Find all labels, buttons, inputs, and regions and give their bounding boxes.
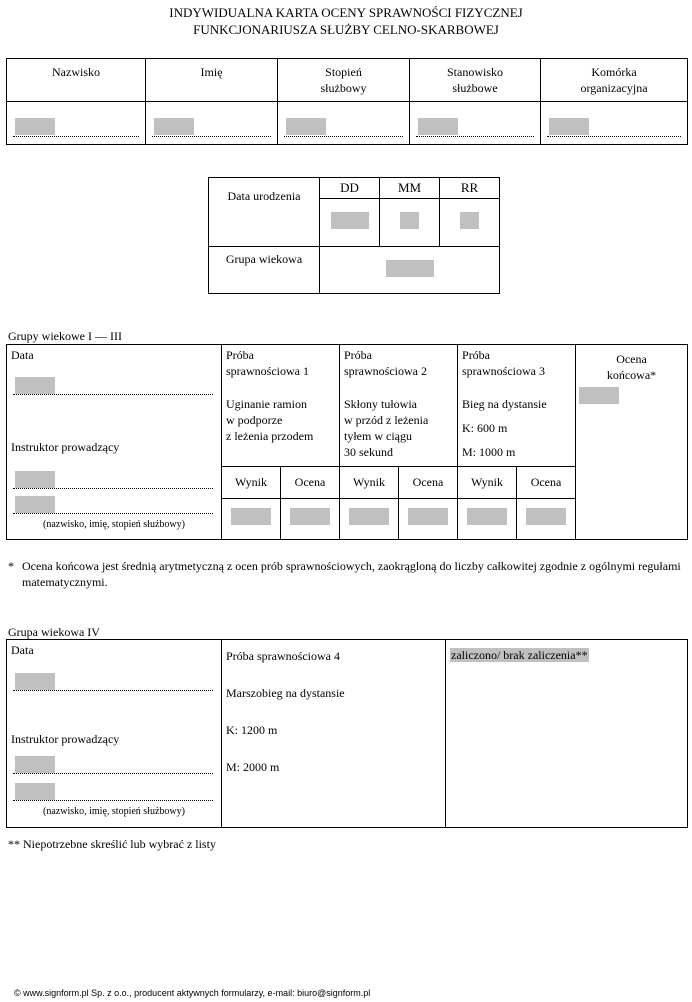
group-4-instructor-field-2[interactable] bbox=[15, 783, 55, 800]
age-group-field[interactable] bbox=[386, 260, 434, 277]
test-3-grade-field[interactable] bbox=[526, 508, 566, 525]
final-grade-cell: Ocena końcowa* bbox=[576, 345, 688, 540]
test-2-result-field[interactable] bbox=[349, 508, 389, 525]
group-4-date-line bbox=[13, 690, 213, 691]
footnote-1-mark: * bbox=[8, 559, 14, 573]
instructor-field-1[interactable] bbox=[15, 471, 55, 488]
mm-header: MM bbox=[380, 178, 440, 199]
age-group-label-cell: Grupa wiekowa bbox=[209, 247, 320, 294]
test-2-description: Próba sprawnościowa 2 Skłony tułowia w przód z leżenia tyłem w ciągu 30 sekund bbox=[340, 345, 458, 467]
group-4-date-label: Data bbox=[11, 643, 34, 657]
rr-header: RR bbox=[440, 178, 500, 199]
instructor-line-1 bbox=[13, 488, 213, 489]
instructor-hint: (nazwisko, imię, stopień służbowy) bbox=[43, 519, 185, 530]
test-3-result-header: Wynik bbox=[458, 466, 517, 498]
rank-field[interactable] bbox=[286, 118, 326, 135]
date-instructor-cell bbox=[7, 345, 222, 540]
rank-line bbox=[284, 136, 403, 137]
footnote-2: ** Niepotrzebne skreślić lub wybrać z listy bbox=[8, 837, 216, 851]
header-surname: Nazwisko bbox=[7, 59, 146, 102]
date-label: Data bbox=[11, 348, 34, 362]
first-name-field[interactable] bbox=[154, 118, 194, 135]
pass-status-select[interactable]: zaliczono/ brak zaliczenia** bbox=[451, 648, 588, 662]
test-1-description: Próba sprawnościowa 1 Uginanie ramion w podporze z leżenia przodem bbox=[222, 345, 340, 467]
test-1-result-header: Wynik bbox=[222, 466, 281, 498]
group-4-instructor-label: Instruktor prowadzący bbox=[11, 732, 120, 746]
surname-line bbox=[13, 136, 139, 137]
birth-year-field[interactable] bbox=[460, 212, 479, 229]
test-2-grade-field[interactable] bbox=[408, 508, 448, 525]
group-4-instructor-field-1[interactable] bbox=[15, 756, 55, 773]
group-4-date-instructor-cell bbox=[7, 640, 222, 828]
group-4-instructor-line-2 bbox=[13, 800, 213, 801]
surname-field[interactable] bbox=[15, 118, 55, 135]
test-4-description: Próba sprawnościowa 4 Marszobieg na dystansie K: 1200 m M: 2000 m bbox=[222, 640, 446, 828]
header-position: Stanowisko służbowe bbox=[410, 59, 541, 102]
groups-1-3-table bbox=[6, 344, 688, 540]
instructor-field-2[interactable] bbox=[15, 496, 55, 513]
birth-day-field[interactable] bbox=[331, 212, 369, 229]
personal-data-table bbox=[6, 58, 688, 145]
test-1-grade-header: Ocena bbox=[281, 466, 340, 498]
page-footer: © www.signform.pl Sp. z o.o., producent aktywnych formularzy, e-mail: biuro@signform.pl bbox=[14, 988, 371, 998]
position-line bbox=[416, 136, 534, 137]
groups-1-3-heading: Grupy wiekowe I — III bbox=[8, 329, 122, 343]
test-date-field[interactable] bbox=[15, 377, 55, 394]
header-rank: Stopień służbowy bbox=[278, 59, 410, 102]
unit-line bbox=[547, 136, 681, 137]
test-2-grade-header: Ocena bbox=[399, 466, 458, 498]
header-first-name: Imię bbox=[146, 59, 278, 102]
group-4-heading: Grupa wiekowa IV bbox=[8, 625, 100, 639]
title-line-1: INDYWIDUALNA KARTA OCENY SPRAWNOŚCI FIZYCZNEJ bbox=[169, 5, 523, 20]
footnote-1-text: Ocena końcowa jest średnią arytmetyczną z ocen prób sprawnościowych, zaokrągloną do liczby całkowitej zgodnie z ogólnymi regułami matematycznymi. bbox=[22, 559, 681, 589]
birth-date-label-cell: Data urodzenia bbox=[209, 178, 320, 247]
test-3-grade-header: Ocena bbox=[517, 466, 576, 498]
instructor-label: Instruktor prowadzący bbox=[11, 440, 120, 454]
test-1-result-field[interactable] bbox=[231, 508, 271, 525]
position-field[interactable] bbox=[418, 118, 458, 135]
group-4-date-field[interactable] bbox=[15, 673, 55, 690]
document-title bbox=[0, 4, 692, 38]
group-4-instructor-hint: (nazwisko, imię, stopień służbowy) bbox=[43, 806, 185, 817]
test-1-grade-field[interactable] bbox=[290, 508, 330, 525]
header-unit: Komórka organizacyjna bbox=[541, 59, 688, 102]
birth-date-table bbox=[208, 177, 500, 294]
birth-month-field[interactable] bbox=[400, 212, 419, 229]
group-4-instructor-line-1 bbox=[13, 773, 213, 774]
title-line-2: FUNKCJONARIUSZA SŁUŻBY CELNO-SKARBOWEJ bbox=[193, 22, 499, 37]
instructor-line-2 bbox=[13, 513, 213, 514]
pass-status-cell bbox=[446, 640, 688, 828]
date-line bbox=[13, 394, 213, 395]
test-3-result-field[interactable] bbox=[467, 508, 507, 525]
unit-field[interactable] bbox=[549, 118, 589, 135]
first-name-line bbox=[152, 136, 271, 137]
final-grade-field[interactable] bbox=[579, 387, 619, 404]
group-4-table bbox=[6, 639, 688, 828]
test-2-result-header: Wynik bbox=[340, 466, 399, 498]
dd-header: DD bbox=[320, 178, 380, 199]
test-3-description: Próba sprawnościowa 3 Bieg na dystansie K: 600 m M: 1000 m bbox=[458, 345, 576, 467]
